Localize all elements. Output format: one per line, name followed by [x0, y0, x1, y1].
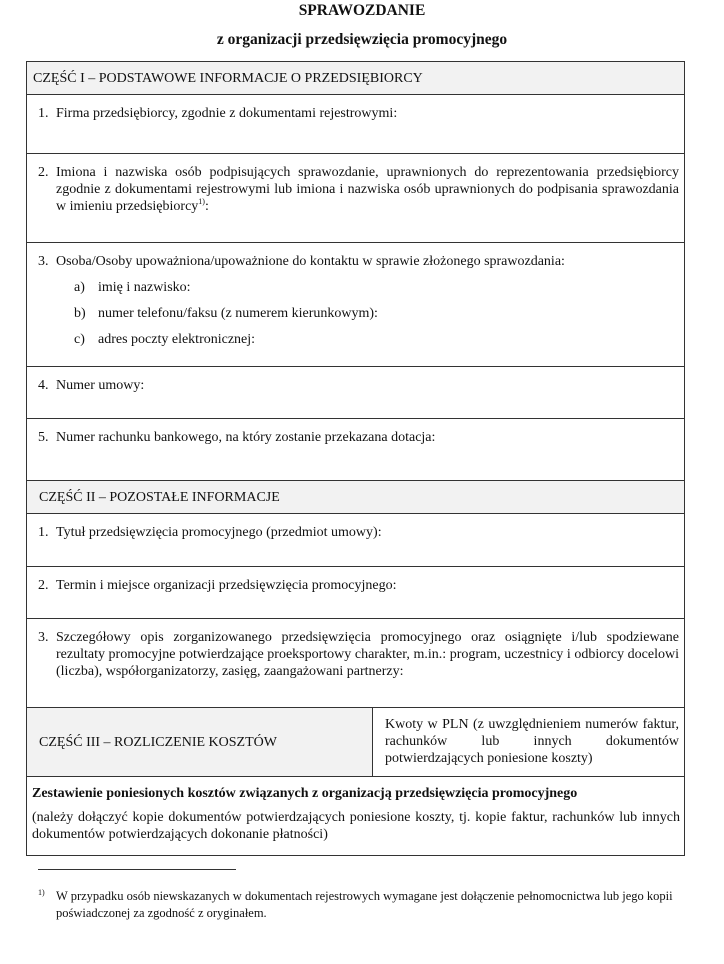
item-label: Szczegółowy opis zorganizowanego przedsięwzięcia promocyjnego oraz osiągnięte i/lub spodziewane rezultaty promocyjne potwierdzające proeksportowy charakter, m.in.: program, uczestnicy i odbiorcy docelowi (liczba), współorganizatorzy, zasięg, zaangażowani partnerzy:: [56, 630, 679, 679]
part2-item-2[interactable]: [27, 567, 684, 619]
item-number: 3.: [38, 630, 49, 645]
sub-item-label: imię i nazwisko:: [98, 280, 191, 295]
part1-item-3[interactable]: [27, 243, 684, 367]
item-number: 1.: [38, 106, 49, 121]
item-number: 2.: [38, 165, 49, 180]
footnote-marker: 1): [38, 888, 45, 897]
footnote: [38, 888, 686, 922]
sub-item-label: adres poczty elektronicznej:: [98, 332, 256, 347]
item-label: Imiona i nazwiska osób podpisujących sprawozdanie, uprawnionych do reprezentowania przedsiębiorcy zgodnie z dokumentami rejestrowymi lub imiona i nazwiska osób uprawnionych do podpisania sprawozdania w imieniu przedsiębiorcy: [56, 165, 679, 214]
part1-heading: CZĘŚĆ I – PODSTAWOWE INFORMACJE O PRZEDSIĘBIORCY: [33, 71, 423, 86]
footnote-ref: 1): [198, 197, 205, 206]
item-label: Numer rachunku bankowego, na który zostanie przekazana dotacja:: [56, 430, 436, 445]
sub-item-b[interactable]: [56, 305, 679, 322]
item-label: Numer umowy:: [56, 378, 145, 393]
amounts-column-header: Kwoty w PLN (z uwzględnieniem numerów faktur, rachunków lub innych dokumentów potwierdzających poniesione koszty): [385, 717, 679, 766]
item-label-suffix: :: [204, 199, 209, 214]
part2-item-3[interactable]: [27, 619, 684, 708]
item-number: 5.: [38, 430, 49, 445]
item-number: 4.: [38, 378, 49, 393]
part1-item-4[interactable]: [27, 367, 684, 419]
sub-item-letter: c): [74, 332, 85, 347]
part1-item-5[interactable]: [27, 419, 684, 481]
part3-heading: CZĘŚĆ III – ROZLICZENIE KOSZTÓW: [39, 735, 277, 750]
cost-summary-section[interactable]: [27, 777, 684, 856]
item-number: 2.: [38, 578, 49, 593]
part1-item-1[interactable]: [27, 95, 684, 154]
part3-heading-row: [27, 708, 684, 777]
item-label: Termin i miejsce organizacji przedsięwzięcia promocyjnego:: [56, 578, 397, 593]
cost-summary-title: Zestawienie poniesionych kosztów związanych z organizacją przedsięwzięcia promocyjnego: [32, 786, 578, 801]
item-number: 1.: [38, 525, 49, 540]
report-form: [26, 61, 685, 856]
cost-summary-note: (należy dołączyć kopie dokumentów potwierdzających poniesione koszty, tj. kopie faktur, rachunków lub innych dokumentów potwierdzających dokonanie płatności): [32, 810, 680, 842]
sub-item-c[interactable]: [56, 331, 679, 348]
sub-item-a[interactable]: [56, 279, 679, 296]
sub-item-letter: a): [74, 280, 85, 295]
part2-item-1[interactable]: [27, 514, 684, 567]
footnote-text: W przypadku osób niewskazanych w dokumentach rejestrowych wymagane jest dołączenie pełnomocnictwa lub jego kopii poświadczonej za zgodność z oryginałem.: [56, 889, 673, 920]
item-label: Osoba/Osoby upoważniona/upoważnione do kontaktu w sprawie złożonego sprawozdania:: [56, 254, 565, 269]
part2-heading: CZĘŚĆ II – POZOSTAŁE INFORMACJE: [39, 490, 280, 505]
part3-heading-cell: [27, 708, 373, 776]
item-number: 3.: [38, 254, 49, 269]
item-label: Tytuł przedsięwzięcia promocyjnego (przedmiot umowy):: [56, 525, 382, 540]
document-subtitle: z organizacji przedsięwzięcia promocyjnego: [216, 31, 508, 48]
part1-item-2[interactable]: [27, 154, 684, 243]
part1-heading-row: [27, 62, 684, 95]
item-label: Firma przedsiębiorcy, zgodnie z dokumentami rejestrowymi:: [56, 106, 398, 121]
part2-heading-row: [27, 481, 684, 514]
sub-item-letter: b): [74, 306, 86, 321]
document-title: SPRAWOZDANIE: [298, 2, 426, 19]
sub-item-label: numer telefonu/faksu (z numerem kierunkowym):: [98, 306, 378, 321]
footnote-separator: [38, 869, 236, 870]
